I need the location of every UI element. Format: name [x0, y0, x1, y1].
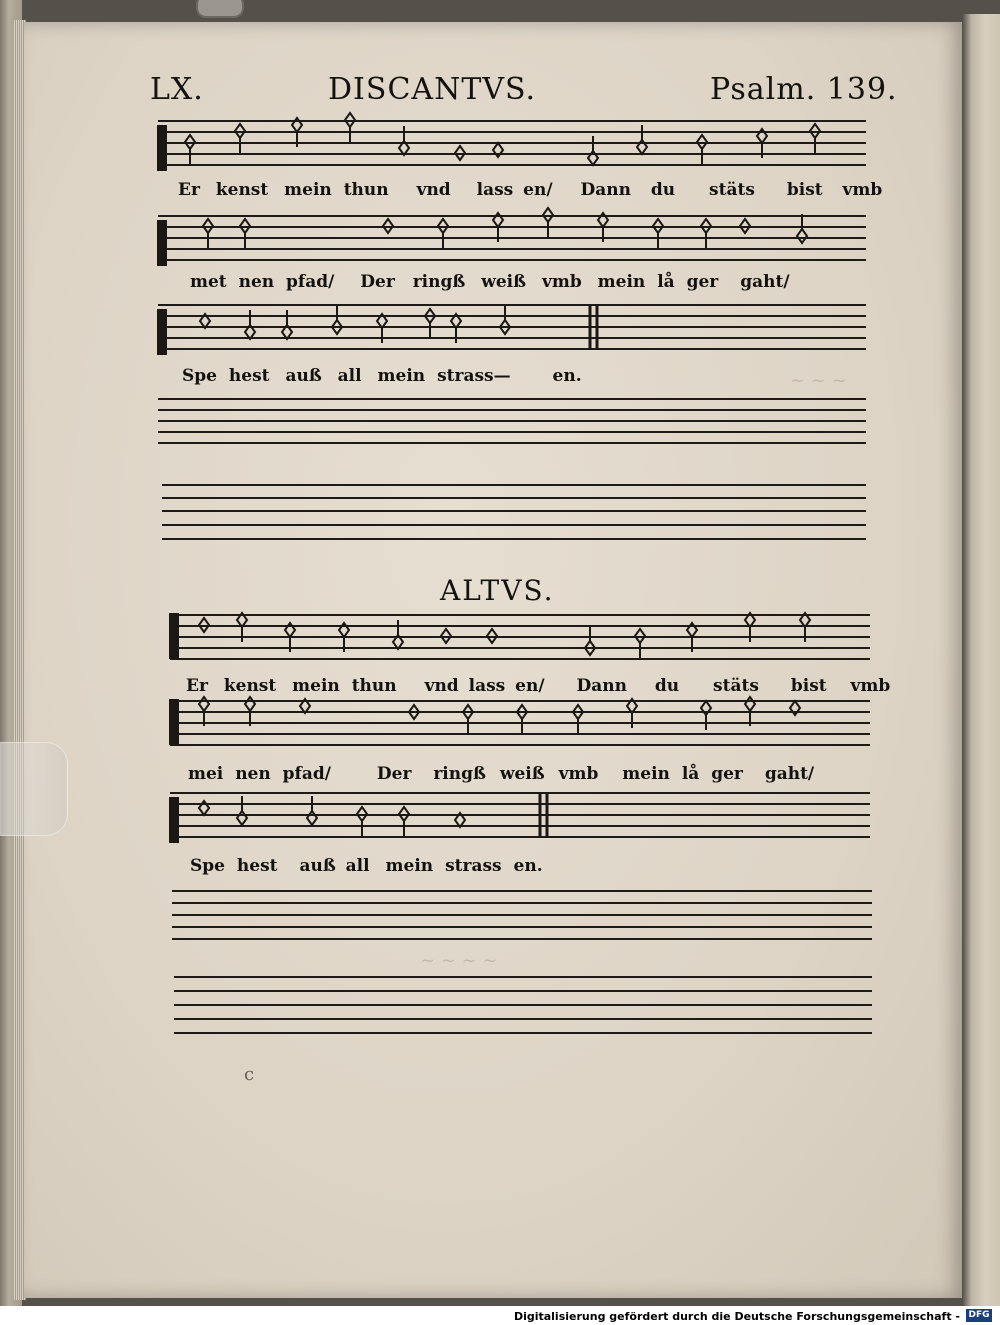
lyric-word: mein [292, 676, 340, 696]
lyric-word: auß [285, 366, 322, 386]
note-head [463, 705, 473, 719]
clef [170, 798, 178, 842]
lyric-word: Dann [580, 180, 631, 200]
lyric-word: met [190, 272, 227, 292]
note-head [399, 807, 409, 821]
note-head [307, 811, 317, 825]
lyric-word: vmb [541, 272, 582, 292]
lyric-word: pfad/ [286, 272, 335, 292]
note-head [441, 629, 451, 643]
lyric-word: vnd [416, 180, 451, 200]
lyric-word: mein [622, 764, 670, 784]
note-head [585, 641, 595, 655]
lyric-word: hest [236, 856, 278, 876]
note-head [637, 140, 647, 154]
lyric-word: en/ [515, 676, 545, 696]
lyric-word: thun [343, 180, 389, 200]
lyric-word: ger [711, 764, 743, 784]
note-head [493, 143, 503, 157]
note-head [627, 699, 637, 713]
lyric-word: Er [186, 676, 208, 696]
note-head [797, 229, 807, 243]
note-head [455, 146, 465, 160]
lyric-word: vmb [842, 180, 883, 200]
lyric-word: pfad/ [282, 764, 331, 784]
funding-credit: Digitalisierung gefördert durch die Deutsche Forschungsgemeinschaft - [513, 1310, 960, 1323]
lyric-word: vmb [850, 676, 891, 696]
dfg-logo: DFG [966, 1309, 992, 1322]
lyric-line-altus-2 [188, 764, 814, 784]
lyric-word: stäts [709, 180, 755, 200]
note-head [701, 701, 711, 715]
note-head [810, 124, 820, 138]
lyric-line-altus-3 [190, 856, 543, 876]
note-head [200, 314, 210, 328]
lyric-line-discantus-1 [178, 180, 882, 200]
note-head [240, 219, 250, 233]
lyric-word: bist [790, 676, 827, 696]
lyric-word: du [650, 180, 676, 200]
lyric-word: Der [360, 272, 395, 292]
note-head [237, 613, 247, 627]
note-head [598, 213, 608, 227]
note-head [487, 629, 497, 643]
note-head [345, 113, 355, 127]
lyric-line-discantus-2 [190, 272, 790, 292]
lyric-line-discantus-3 [182, 366, 582, 386]
note-head [543, 208, 553, 222]
note-head [573, 705, 583, 719]
psalm-number: Psalm. 139. [710, 72, 898, 107]
lyric-word: gaht/ [764, 764, 815, 784]
lyric-word: mein [597, 272, 646, 292]
lyric-word: auß [299, 856, 336, 876]
lyric-word: mein [284, 180, 332, 200]
note-head [199, 697, 209, 711]
clef [158, 310, 166, 354]
lyric-line-altus-1 [186, 676, 890, 696]
lyric-word: mein [377, 366, 426, 386]
lyric-word: mei [188, 764, 224, 784]
lyric-word: vnd [424, 676, 459, 696]
lyric-word: all [337, 366, 362, 386]
note-head [292, 118, 302, 132]
lyric-word: Spe [182, 366, 217, 386]
clef [170, 700, 178, 744]
note-head [451, 314, 461, 328]
lyric-word: nen [238, 272, 275, 292]
lyric-word: lå [681, 764, 700, 784]
part-title-discantus: DISCANTVS. [328, 72, 537, 107]
note-head [245, 325, 255, 339]
note-head [745, 613, 755, 627]
lyric-word: Er [178, 180, 200, 200]
bleed-through: ~ ~ ~ ~ [420, 950, 498, 971]
lyric-word: Der [376, 764, 412, 784]
note-head [383, 219, 393, 233]
part-title-altus: ALTVS. [440, 574, 555, 607]
clef [158, 221, 166, 265]
lyric-word: mein [385, 856, 434, 876]
lyric-word: lass [468, 676, 506, 696]
clef [170, 614, 178, 658]
note-head [701, 219, 711, 233]
note-head [438, 219, 448, 233]
folio-number: LX. [150, 72, 204, 107]
note-head [588, 151, 598, 165]
lyric-word: ringß [412, 272, 466, 292]
note-head [500, 320, 510, 334]
lyric-word: kenst [223, 676, 277, 696]
lyric-word: thun [351, 676, 397, 696]
lyric-word: du [654, 676, 680, 696]
lyric-word: hest [228, 366, 270, 386]
lyric-word: en. [513, 856, 543, 876]
note-head [339, 623, 349, 637]
lyric-word: stäts [713, 676, 759, 696]
note-head [687, 623, 697, 637]
lyric-word: strass— [437, 366, 511, 386]
signature-mark: c [244, 1064, 255, 1085]
lyric-word: weiß [499, 764, 545, 784]
note-head [653, 219, 663, 233]
note-head [203, 219, 213, 233]
lyric-word: nen [235, 764, 271, 784]
note-head [282, 325, 292, 339]
note-head [399, 141, 409, 155]
note-head [740, 219, 750, 233]
lyric-word: kenst [215, 180, 269, 200]
note-head [185, 135, 195, 149]
lyric-word: ger [686, 272, 719, 292]
lyric-word: Spe [190, 856, 225, 876]
note-head [332, 320, 342, 334]
lyric-word: all [345, 856, 370, 876]
note-head [285, 623, 295, 637]
note-head [635, 629, 645, 643]
note-head [393, 635, 403, 649]
lyric-word: weiß [481, 272, 527, 292]
note-head [745, 697, 755, 711]
note-head [237, 811, 247, 825]
bleed-through: ~ ~ ~ [790, 370, 847, 391]
note-head [517, 705, 527, 719]
note-head [199, 801, 209, 815]
clef [158, 126, 166, 170]
lyric-word: bist [786, 180, 823, 200]
note-head [425, 309, 435, 323]
note-head [377, 314, 387, 328]
lyric-word: Dann [576, 676, 627, 696]
note-head [790, 701, 800, 715]
note-head [455, 813, 465, 827]
note-head [493, 213, 503, 227]
note-head [697, 135, 707, 149]
note-head [245, 697, 255, 711]
note-head [357, 807, 367, 821]
note-head [409, 705, 419, 719]
note-head [199, 618, 209, 632]
lyric-word: strass [445, 856, 502, 876]
lyric-word: lass [476, 180, 514, 200]
note-head [800, 613, 810, 627]
lyric-word: gaht/ [740, 272, 790, 292]
lyric-word: lå [657, 272, 675, 292]
lyric-word: ringß [433, 764, 486, 784]
lyric-word: en. [552, 366, 582, 386]
lyric-word: vmb [558, 764, 599, 784]
note-head [757, 129, 767, 143]
note-head [235, 124, 245, 138]
lyric-word: en/ [523, 180, 553, 200]
note-head [300, 699, 310, 713]
